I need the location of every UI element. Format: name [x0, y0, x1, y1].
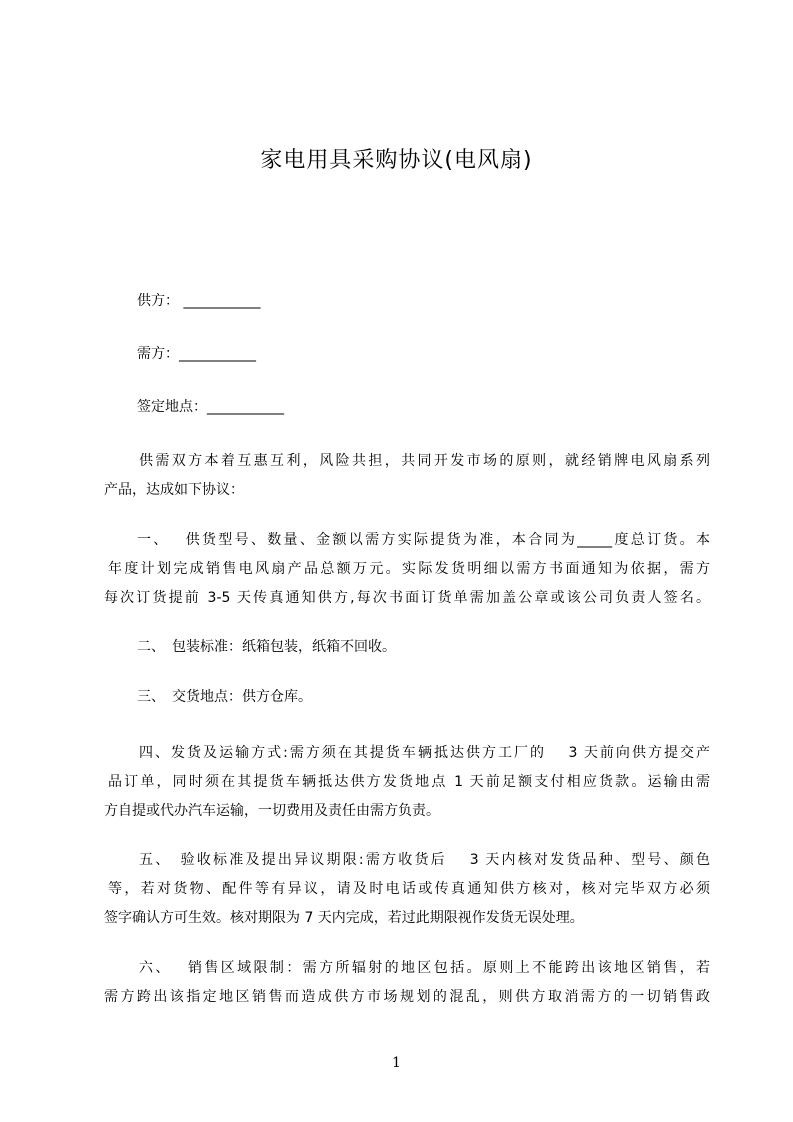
- document-title: 家电用具采购协议(电风扇): [260, 148, 533, 173]
- article-3-paragraph: [104, 683, 710, 712]
- article-1-line-2: 年度计划完成销售电风扇产品总额万元。实际发货明细以需方书面通知为依据，需方: [108, 561, 710, 577]
- article-1-paragraph: [104, 526, 710, 613]
- article-2-line-1: 二、 包装标准：纸箱包装，纸箱不回收。: [137, 639, 396, 655]
- signing-location-field: 签定地点：___________: [137, 399, 284, 415]
- intro-line-1: 供需双方本着互惠互利，风险共担，共同开发市场的原则，就经销牌电风扇系列: [139, 453, 710, 469]
- article-4-paragraph: [104, 739, 710, 826]
- article-4-line-3: 方自提或代办汽车运输，一切费用及责任由需方负责。: [104, 803, 440, 819]
- article-5-line-1: 五、 验收标准及提出异议期限:需方收货后 3 天内核对发货品种、型号、颜色: [139, 852, 710, 868]
- intro-line-2: 产品，达成如下协议：: [104, 482, 244, 498]
- article-6-paragraph: [104, 954, 710, 1012]
- article-4-line-1: 四、发货及运输方式:需方须在其提货车辆抵达供方工厂的 3 天前向供方提交产: [139, 745, 710, 761]
- buyer-field: 需方：___________: [137, 346, 256, 362]
- article-1-line-3: 每次订货提前 3-5 天传真通知供方,每次书面订货单需加盖公章或该公司负责人签名。: [104, 590, 710, 606]
- page-number: 1: [392, 1055, 401, 1071]
- intro-paragraph: [104, 447, 710, 505]
- article-4-line-2: 品订单，同时须在其提货车辆抵达供方发货地点 1 天前足额支付相应货款。运输由需: [108, 774, 710, 790]
- article-2-paragraph: [104, 633, 710, 662]
- article-6-line-1: 六、 销售区域限制：需方所辐射的地区包括。原则上不能跨出该地区销售，若: [139, 960, 710, 976]
- supplier-field: 供方： ___________: [137, 293, 261, 309]
- article-5-line-2: 等，若对货物、配件等有异议，请及时电话或传真通知供方核对，核对完毕双方必须: [108, 881, 710, 897]
- article-5-line-3: 签字确认方可生效。核对期限为 7 天内完成，若过此期限视作发货无误处理。: [104, 910, 584, 926]
- article-6-line-2: 需方跨出该指定地区销售而造成供方市场规划的混乱，则供方取消需方的一切销售政: [104, 989, 710, 1005]
- article-5-paragraph: [104, 846, 710, 933]
- article-1-line-1: 一、 供货型号、数量、金额以需方实际提货为准，本合同为_____度总订货。本: [137, 532, 710, 548]
- article-3-line-1: 三、 交货地点：供方仓库。: [137, 689, 312, 705]
